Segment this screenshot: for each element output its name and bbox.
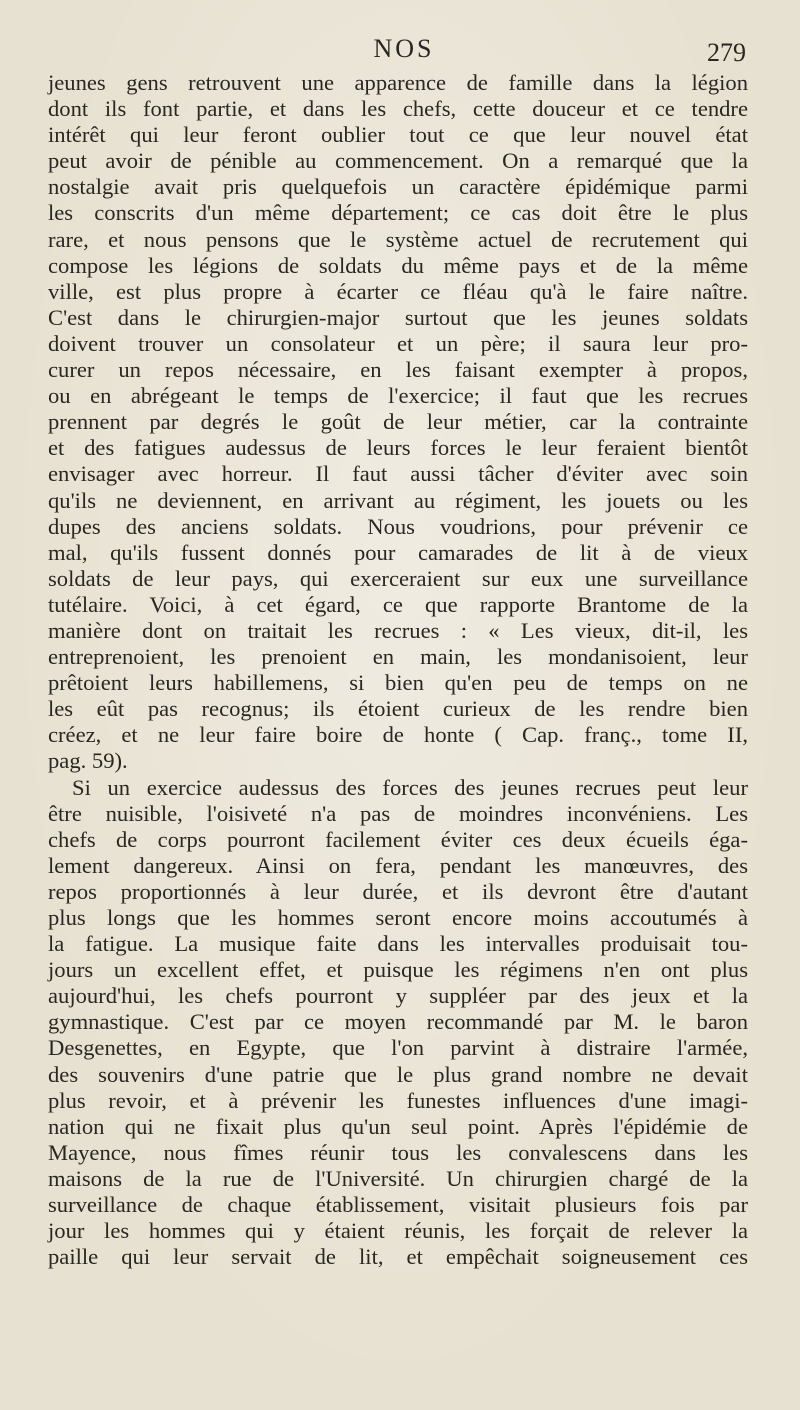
text-line: compose les légions de soldats du même pays et de la même [48,252,748,278]
text-line: ou en abrégeant le temps de l'exercice; il faut que les recrues [48,383,748,409]
text-line: gymnastique. C'est par ce moyen recommandé par M. le baron [48,1009,748,1035]
text-line: qu'ils ne deviennent, en arrivant au régiment, les jouets ou les [48,487,748,513]
text-line: lement dangereux. Ainsi on fera, pendant les manœuvres, des [48,852,748,878]
text-line: et des fatigues audessus de leurs forces le leur feraient bientôt [48,435,748,461]
text-line: les conscrits d'un même département; ce cas doit être le plus [48,200,748,226]
text-line: dupes des anciens soldats. Nous voudrions, pour prévenir ce [48,513,748,539]
text-line: être nuisible, l'oisiveté n'a pas de moindres inconvéniens. Les [48,800,748,826]
text-line: prêtoient leurs habillemens, si bien qu'en peu de temps on ne [48,670,748,696]
text-line: ville, est plus propre à écarter ce fléau qu'à le faire naître. [48,278,748,304]
text-line: des souvenirs d'une patrie que le plus grand nombre ne devait [48,1061,748,1087]
body-text [48,70,748,1270]
text-line: doivent trouver un consolateur et un père; il saura leur pro- [48,330,748,356]
text-line: pag. 59). [48,748,128,774]
text-line: repos proportionnés à leur durée, et ils devront être d'autant [48,878,748,904]
text-line: nation qui ne fixait plus qu'un seul point. Après l'épidémie de [48,1113,748,1139]
text-line: C'est dans le chirurgien-major surtout que les jeunes soldats [48,304,748,330]
text-line: Si un exercice audessus des forces des jeunes recrues peut leur [72,774,748,800]
text-line: prennent par degrés le goût de leur métier, car la contrainte [48,409,748,435]
text-line: Mayence, nous fîmes réunir tous les convalescens dans les [48,1139,748,1165]
text-line: surveillance de chaque établissement, visitait plusieurs fois par [48,1192,748,1218]
text-line: la fatigue. La musique faite dans les intervalles produisait tou- [48,931,748,957]
paragraph [48,70,748,775]
running-head: NOS [373,34,435,63]
text-line: paille qui leur servait de lit, et empêchait soigneusement ces [48,1244,748,1270]
text-line: jour les hommes qui y étaient réunis, les forçait de relever la [48,1218,748,1244]
text-line: rare, et nous pensons que le système actuel de recrutement qui [48,226,748,252]
text-line: envisager avec horreur. Il faut aussi tâcher d'éviter avec soin [48,461,748,487]
text-line: dont ils font partie, et dans les chefs, cette douceur et ce tendre [48,96,748,122]
text-line: maisons de la rue de l'Université. Un chirurgien chargé de la [48,1165,748,1191]
text-line: curer un repos nécessaire, en les faisant exempter à propos, [48,357,748,383]
text-line: les eût pas recognus; ils étoient curieux de les rendre bien [48,696,748,722]
text-line: jours un excellent effet, et puisque les régimens n'en ont plus [48,957,748,983]
paragraph [48,775,748,1271]
text-line: mal, qu'ils fussent donnés pour camarades de lit à de vieux [48,539,748,565]
text-line: intérêt qui leur feront oublier tout ce que leur nouvel état [48,122,748,148]
text-line: manière dont on traitait les recrues : « Les vieux, dit-il, les [48,617,748,643]
page-number: 279 [707,38,746,67]
text-line: aujourd'hui, les chefs pourront y suppléer par des jeux et la [48,983,748,1009]
page-header [48,34,760,68]
text-line: chefs de corps pourront facilement éviter ces deux écueils éga- [48,826,748,852]
text-line: entreprenoient, les prenoient en main, les mondanisoient, leur [48,644,748,670]
text-line: tutélaire. Voici, à cet égard, ce que rapporte Brantome de la [48,591,748,617]
text-line: nostalgie avait pris quelquefois un caractère épidémique parmi [48,174,748,200]
text-line: Desgenettes, en Egypte, que l'on parvint à distraire l'armée, [48,1035,748,1061]
text-line: soldats de leur pays, qui exerceraient sur eux une surveillance [48,565,748,591]
text-line: peut avoir de pénible au commencement. On a remarqué que la [48,148,748,174]
text-line: jeunes gens retrouvent une apparence de famille dans la légion [48,70,748,95]
text-line: créez, et ne leur faire boire de honte ( Cap. franç., tome II, [48,722,748,748]
text-line: plus longs que les hommes seront encore moins accoutumés à [48,905,748,930]
text-line: plus revoir, et à prévenir les funestes influences d'une imagi- [48,1087,748,1113]
